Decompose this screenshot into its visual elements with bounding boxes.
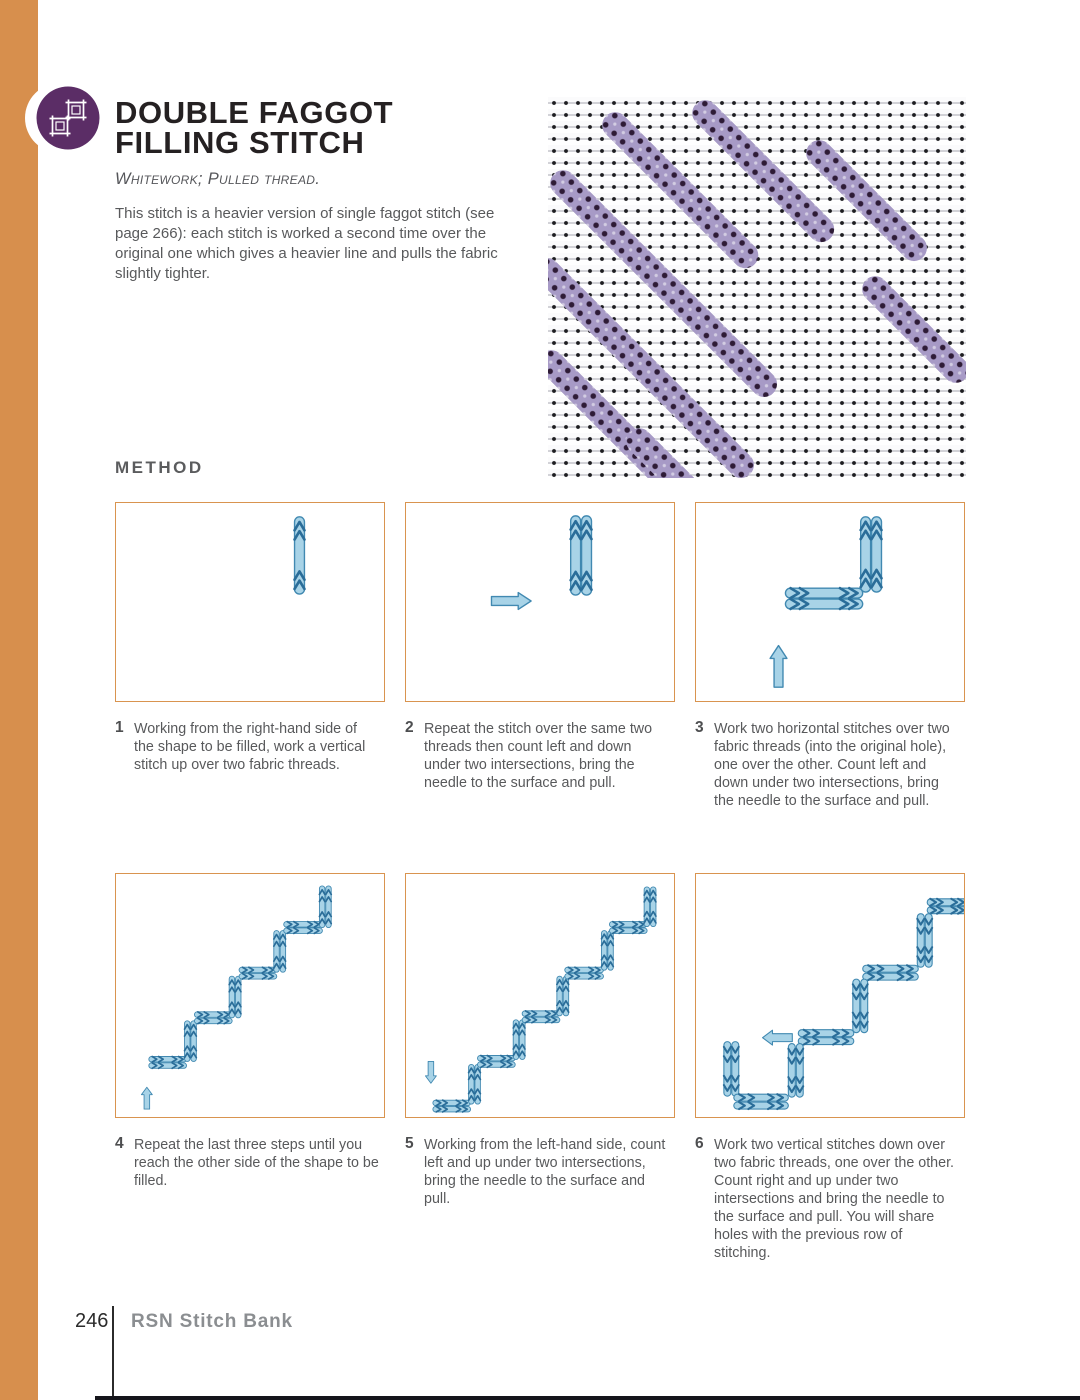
stitch-icon <box>23 73 113 163</box>
step-text: Repeat the last three steps until you reach the other side of the shape to be filled. <box>134 1137 379 1189</box>
step-caption-6 <box>695 1136 963 1262</box>
step-text: Working from the right-hand side of the shape to be filled, work a vertical stitch up over two fabric threads. <box>134 721 366 773</box>
step-caption-3 <box>695 720 963 810</box>
page-title <box>115 95 394 160</box>
method-diagram-4 <box>115 873 385 1118</box>
step-number: 2 <box>405 719 414 736</box>
stitch-band <box>857 271 966 388</box>
step-caption-1 <box>115 720 383 774</box>
method-diagram-6 <box>695 873 965 1118</box>
intro-paragraph: This stitch is a heavier version of single faggot stitch (see page 266): each stitch is worked a second time over the original one which gives a heavier line and pulls the fabric slightly tighter. <box>115 205 498 282</box>
stitch-sample-photo <box>548 97 966 478</box>
step-text: Working from the left-hand side, count left and up under two intersections, bring the needle to the surface and pull. <box>424 1137 666 1207</box>
book-title: RSN Stitch Bank <box>131 1311 293 1332</box>
method-diagram-5 <box>405 873 675 1118</box>
method-diagram-1 <box>115 502 385 702</box>
step-number: 4 <box>115 1135 124 1152</box>
step-number: 3 <box>695 719 704 736</box>
step-number: 5 <box>405 1135 414 1152</box>
stitch-band <box>548 165 782 403</box>
step-number: 1 <box>115 719 124 736</box>
stitch-band <box>801 135 933 267</box>
title-line-2: FILLING STITCH <box>115 125 365 160</box>
page-bottom-edge <box>95 1396 1080 1400</box>
method-diagram-2 <box>405 502 675 702</box>
step-caption-2 <box>405 720 673 792</box>
stitch-categories: Whitework; Pulled thread. <box>115 170 321 188</box>
step-text: Repeat the stitch over the same two threads then count left and down under two intersections, bring the needle to the surface and pull. <box>424 721 653 791</box>
step-text: Work two vertical stitches down over two fabric threads, one over the other. Count right and up under two intersections and bring the needle to the surface and pull. You will share holes with the previous row of stitching. <box>714 1137 955 1261</box>
footer-divider <box>112 1306 114 1400</box>
step-caption-4 <box>115 1136 383 1190</box>
step-caption-5 <box>405 1136 673 1208</box>
method-diagram-3 <box>695 502 965 702</box>
step-text: Work two horizontal stitches over two fabric threads (into the original hole), one over the other. Count left and down under two intersections, bring the needle to the surface and pull. <box>714 721 950 809</box>
method-heading: METHOD <box>115 458 204 477</box>
page-number: 246 <box>75 1310 109 1332</box>
step-number: 6 <box>695 1135 704 1152</box>
title-line-1: DOUBLE FAGGOT <box>115 95 394 130</box>
rsn-stitch-bank-logo <box>23 73 113 163</box>
page-edge-bar <box>0 0 38 1400</box>
